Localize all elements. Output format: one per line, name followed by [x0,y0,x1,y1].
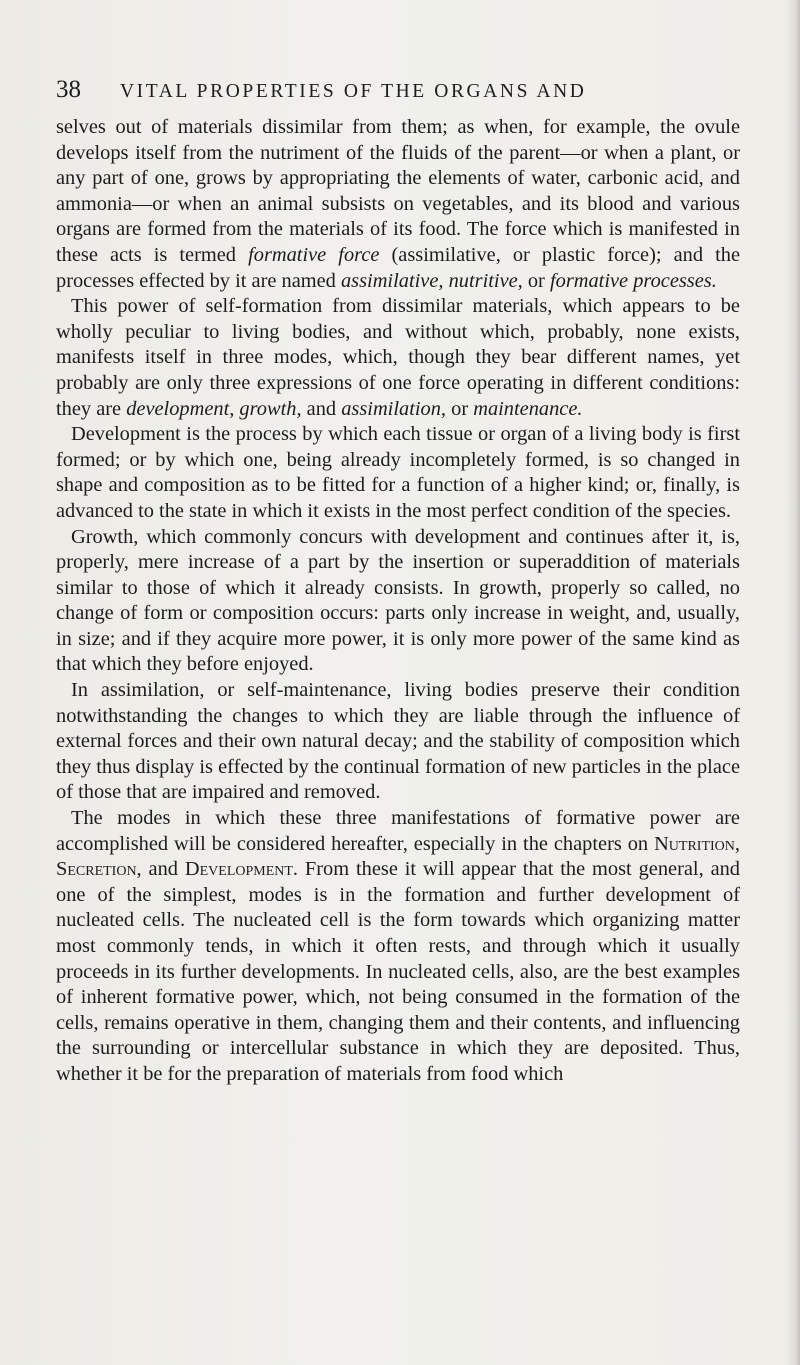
paragraph [56,525,740,679]
text-run: or [522,269,550,292]
text-run: The modes in which these three manifestations of formative power are accomplished will be considered hereafter, especially in the chapters on [56,807,740,855]
text-run: Development is the process by which each tissue or organ of a living body is first formed; or by which one, being already incompletely formed, is so changed in shape and composition as to be fitted for a function of a higher kind; or, finally, is advanced to the state in which it exists in the most perfect condition of the species. [56,423,740,522]
small-caps-term: Nutrition, Secretion, [56,832,740,881]
italic-term: development, growth, [126,397,302,420]
body-text [56,115,740,1088]
text-run: Growth, which commonly concurs with development and continues after it, is, properly, mere increase of a part by the insertion or superaddition of materials similar to those of which it already consists. In growth, properly so called, no change of form or composition occurs: parts only increase in weight, and, usually, in size; and if they acquire more power, it is only more power of the same kind as that which they before enjoyed. [56,525,740,676]
italic-term: assimilation, [341,397,447,420]
paragraph [56,115,740,294]
paragraph [56,678,740,806]
text-run: This power of self-formation from dissimilar materials, which appears to be wholly peculiar to living bodies, and without which, probably, none exists, manifests itself in three modes, which, though they bear different names, yet probably are only three expressions of one force operating in different conditions: they are [56,295,740,420]
italic-term: assimilative, nutritive, [340,269,523,292]
paragraph [56,294,740,422]
text-run: (assimilative, or plastic force); and the processes effected by it are named [56,243,741,292]
italic-term: maintenance. [473,397,583,420]
italic-term: formative processes. [549,269,717,292]
paragraph [56,422,740,524]
text-run: and [141,858,185,881]
paragraph [56,806,740,1088]
text-run: and [301,397,342,420]
text-run: From these it will appear that the most general, and one of the simplest, modes is in the formation and further development of nucleated cells. The nucleated cell is the form towards which organizing matter most commonly tends, in which it often rests, and through which it usually proceeds in its further developments. In nucleated cells, also, are the best examples of inherent formative power, which, not being consumed in the formation of the cells, remains operative in them, changing them and their contents, and influencing the surrounding or intercellular substance in which they are deposited. Thus, whether it be for the preparation of materials from food which [56,858,741,1085]
page-header [56,72,736,108]
page-number: 38 [56,76,81,103]
text-run: In assimilation, or self-maintenance, living bodies preserve their condition notwithstanding the changes to which they are liable through the influence of external forces and their own natural decay; and the stability of composition which they thus display is effected by the continual formation of new particles in the place of those that are impaired and removed. [56,679,740,804]
text-run: or [446,397,474,420]
italic-term: formative force [248,243,380,266]
small-caps-term: Development. [184,858,299,881]
page-edge-shadow [786,0,800,1365]
running-head: VITAL PROPERTIES OF THE ORGANS AND [120,81,587,102]
text-run: selves out of materials dissimilar from them; as when, for example, the ovule develops itself from the nutriment of the fluids of the parent—or when a plant, or any part of one, grows by appropriating the elements of water, carbonic acid, and ammonia—or when an animal subsists on vegetables, and its blood and various organs are formed from the materials of its food. The force which is manifested in these acts is termed [56,116,740,266]
